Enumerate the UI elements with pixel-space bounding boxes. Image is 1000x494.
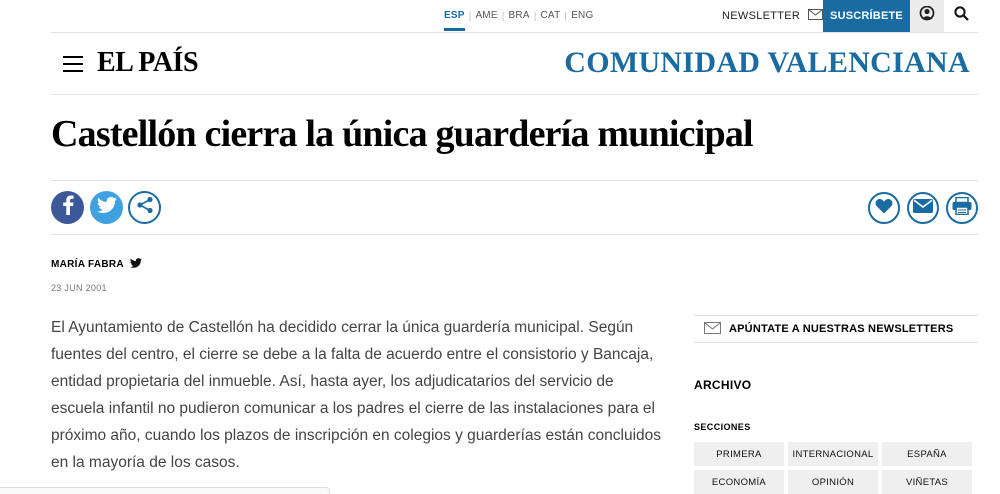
section-link-vinetas[interactable]: VIÑETAS	[882, 470, 972, 494]
divider	[51, 234, 978, 235]
newsletter-signup-label: APÚNTATE A NUESTRAS NEWSLETTERS	[729, 323, 954, 335]
twitter-share-button[interactable]	[90, 191, 123, 224]
subscribe-button[interactable]: SUSCRÍBETE	[823, 0, 910, 32]
sections-grid	[694, 442, 978, 494]
section-title[interactable]: COMUNIDAD VALENCIANA	[564, 46, 970, 79]
heart-icon	[875, 198, 893, 219]
facebook-icon	[61, 195, 75, 220]
byline	[51, 258, 142, 271]
share-icon	[136, 196, 154, 219]
separator: |	[501, 10, 505, 22]
newsletter-link[interactable]	[722, 0, 823, 32]
newsletter-label: NEWSLETTER	[722, 10, 801, 22]
newsletter-signup-link[interactable]	[694, 315, 978, 343]
edition-bra[interactable]: BRA	[508, 10, 530, 21]
section-link-primera[interactable]: PRIMERA	[694, 442, 784, 466]
section-link-internacional[interactable]: INTERNACIONAL	[788, 442, 878, 466]
separator: |	[564, 10, 568, 22]
print-icon	[952, 197, 972, 220]
divider	[51, 180, 978, 181]
edition-selector	[444, 0, 593, 32]
mail-icon	[913, 199, 933, 218]
article-headline: Castellón cierra la única guardería municipal	[51, 113, 753, 155]
share-button[interactable]	[128, 191, 161, 224]
twitter-icon	[97, 197, 117, 218]
user-button[interactable]	[910, 0, 944, 32]
section-link-espana[interactable]: ESPAÑA	[882, 442, 972, 466]
menu-icon[interactable]	[63, 56, 83, 72]
bottom-bar	[0, 487, 330, 494]
edition-esp[interactable]: ESP	[444, 0, 465, 32]
edition-eng[interactable]: ENG	[571, 10, 594, 21]
article-paragraph: El Ayuntamiento de Castellón ha decidido cerrar la única guardería municipal. Según fuentes del centro, el cierre se debe a la falta de acuerdo entre el consistorio y Bancaja, entidad propietaria del inmueble. Así, hasta ayer, los adjudicatarios del servicio de escuela infantil no pudieron comunicar a los padres el cierre de las instalaciones para el próximo año, cuando los plazos de inscripción en colegios y guarderías están concluidos en la mayoría de los casos.	[51, 319, 662, 471]
author-name[interactable]: MARÍA FABRA	[51, 259, 124, 270]
section-link-economia[interactable]: ECONOMÍA	[694, 470, 784, 494]
edition-cat[interactable]: CAT	[540, 10, 561, 21]
email-share-button[interactable]	[907, 192, 939, 224]
mail-icon	[704, 322, 721, 337]
archive-title[interactable]: ARCHIVO	[694, 378, 752, 392]
print-button[interactable]	[946, 192, 978, 224]
article-date: 23 JUN 2001	[51, 283, 107, 293]
separator: |	[533, 10, 537, 22]
search-button[interactable]	[944, 0, 978, 32]
top-bar	[0, 0, 1000, 32]
site-logo[interactable]: EL PAÍS	[97, 47, 199, 78]
sections-title: SECCIONES	[694, 422, 751, 432]
twitter-icon[interactable]	[130, 258, 142, 271]
separator: |	[468, 10, 472, 22]
divider	[51, 32, 978, 33]
edition-ame[interactable]: AME	[475, 10, 498, 21]
user-icon	[918, 6, 936, 27]
search-icon	[954, 6, 969, 26]
article-body	[51, 314, 671, 476]
section-link-opinion[interactable]: OPINIÓN	[788, 470, 878, 494]
favorite-button[interactable]	[868, 192, 900, 224]
divider	[51, 94, 978, 95]
mail-icon	[808, 9, 823, 23]
facebook-share-button[interactable]	[51, 191, 84, 224]
